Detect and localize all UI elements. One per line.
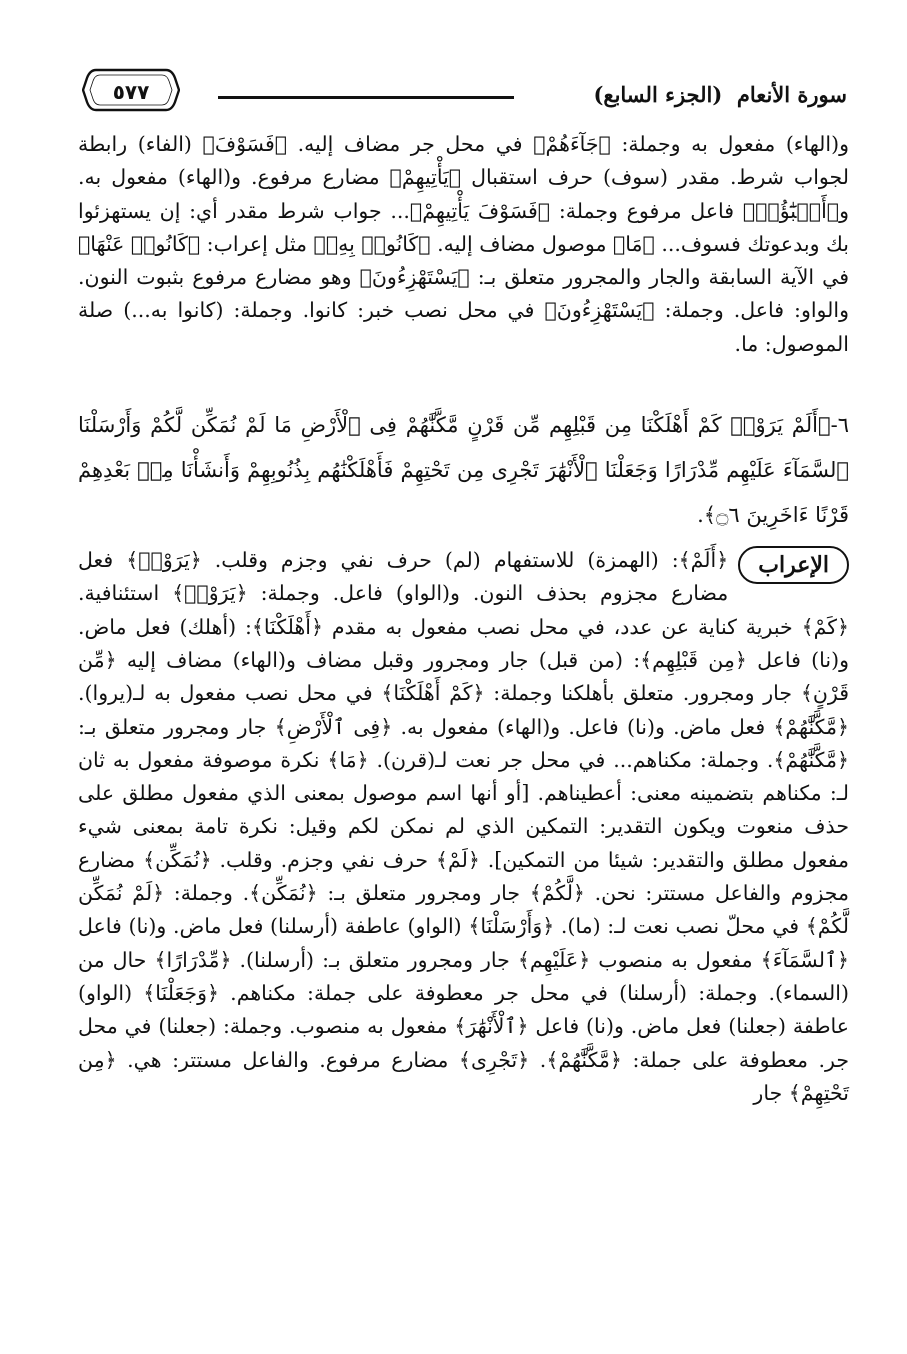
page-number-frame <box>82 64 180 116</box>
running-title <box>593 82 847 107</box>
irab-text: ﴿أَلَمْ﴾: (الهمزة) للاستفهام (لم) حرف نفي وجزم وقلب. ﴿يَرَوْا۟﴾ فعل مضارع مجزوم بحذف النون. و(الواو) فاعل. وجملة: ﴿يَرَوْا۟﴾ استئنافية. ﴿كَمْ﴾ خبرية كناية عن عدد، في محل نصب مفعول به مقدم ﴿أَهْلَكْنَا﴾: (أهلك) فعل ماض. و(نا) فاعل ﴿مِن قَبْلِهِم﴾: (من قبل) جار ومجرور وقبل مضاف و(الهاء) مضاف إليه ﴿مِّن قَرْنٍ﴾ جار ومجرور. متعلق بأهلكنا وجملة: ﴿كَمْ أَهْلَكْنَا﴾ في محل نصب مفعول به لـ(يروا). ﴿مَّكَّنَّٰهُمْ﴾ فعل ماض. و(نا) فاعل. و(الهاء) مفعول به. ﴿فِى ٱلْأَرْضِ﴾ جار ومجرور متعلق بـ: ﴿مَّكَّنَّٰهُمْ﴾. وجملة: مكناهم... في محل جر نعت لـ(قرن). ﴿مَا﴾ نكرة موصوفة مفعول به ثان لـ: مكناهم بتضمينه معنى: أعطيناهم. [أو أنها اسم موصول بمعنى الذي مفعول مطلق على حذف منعوت ويكون التقدير: التمكين الذي لم نمكن لكم وقيل: نكرة تامة بمعنى شيء مفعول مطلق والتقدير: شيئا من التمكين]. ﴿لَمْ﴾ حرف نفي وجزم. وقلب. ﴿نُمَكِّن﴾ مضارع مجزوم والفاعل مستتر: نحن. ﴿لَّكُمْ﴾ جار ومجرور متعلق بـ: ﴿نُمَكِّن﴾. وجملة: ﴿لَمْ نُمَكِّن لَّكُمْ﴾ في محلّ نصب نعت لـ: (ما). ﴿وَأَرْسَلْنَا﴾ (الواو) عاطفة (أرسلنا) فعل ماض. و(نا) فاعل ﴿ٱلسَّمَآءَ﴾ مفعول به منصوب ﴿عَلَيْهِم﴾ جار ومجرور متعلق بـ: (أرسلنا). ﴿مِّدْرَارًا﴾ حال من (السماء). وجملة: (أرسلنا) في محل جر معطوفة على جملة: مكناهم. ﴿وَجَعَلْنَا﴾ (الواو) عاطفة (جعلنا) فعل ماض. و(نا) فاعل ﴿ٱلْأَنْهَٰرَ﴾ مفعول به منصوب. وجملة: (جعلنا) في محل جر. معطوفة على جملة: ﴿مَّكَّنَّٰهُمْ﴾. ﴿تَجْرِى﴾ مضارع مرفوع. والفاعل مستتر: هي. ﴿مِن تَحْتِهِمْ﴾ جار <box>78 548 849 1105</box>
paragraph-previous-verse-irab: و(الهاء) مفعول به وجملة: ﴿جَآءَهُمْ﴾ في محل جر مضاف إليه. ﴿فَسَوْفَ﴾ (الفاء) رابطة لجواب شرط. مقدر (سوف) حرف استقبال ﴿يَأْتِيهِمْ﴾ مضارع مرفوع. و(الهاء) مفعول به. و﴿أَنۢبَٰٓؤُا۟﴾ فاعل مرفوع وجملة: ﴿فَسَوْفَ يَأْتِيهِمْ﴾... جواب شرط مقدر أي: إن يستهزئوا بك وبدعوتك فسوف... ﴿مَا﴾ موصول مضاف إليه. ﴿كَانُوا۟ بِهِۦ﴾ مثل إعراب: ﴿كَانُوا۟ عَنْهَا﴾ في الآية السابقة والجار والمجرور متعلق بـ: ﴿يَسْتَهْزِءُونَ﴾ وهو مضارع مرفوع بثبوت النون. والواو: فاعل. وجملة: ﴿يَسْتَهْزِءُونَ﴾ في محل نصب خبر: كانوا. وجملة: (كانوا به...) صلة الموصول: ما. <box>78 132 849 356</box>
quran-verse-6: ٦-﴿أَلَمْ يَرَوْا۟ كَمْ أَهْلَكْنَا مِن قَبْلِهِم مِّن قَرْنٍ مَّكَّنَّٰهُمْ فِى ٱلْأَرْضِ مَا لَمْ نُمَكِّن لَّكُمْ وَأَرْسَلْنَا ٱلسَّمَآءَ عَلَيْهِم مِّدْرَارًا وَجَعَلْنَا ٱلْأَنْهَٰرَ تَجْرِى مِن تَحْتِهِمْ فَأَهْلَكْنَٰهُم بِذُنُوبِهِمْ وَأَنشَأْنَا مِنۢ بَعْدِهِمْ قَرْنًا ءَاخَرِينَ ۝٦﴾. <box>78 413 849 528</box>
irab-label: الإعراب <box>738 546 849 584</box>
part-label: (الجزء السابع) <box>593 82 723 107</box>
page-header <box>80 60 847 120</box>
irab-section <box>78 544 849 1110</box>
page-body <box>78 128 849 1110</box>
header-rule <box>218 96 514 99</box>
page-number: ٥٧٧ <box>112 80 150 104</box>
surah-title: سورة الأنعام <box>736 82 847 107</box>
